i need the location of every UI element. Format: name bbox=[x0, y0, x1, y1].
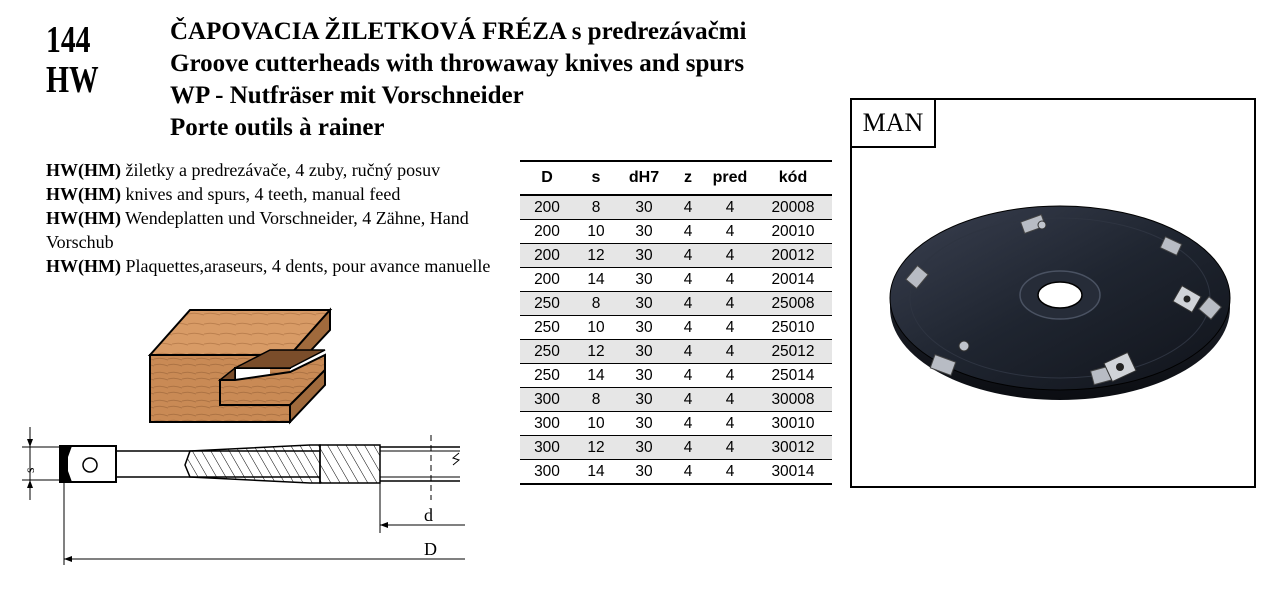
table-cell: 4 bbox=[670, 316, 706, 340]
table-cell: 4 bbox=[706, 412, 754, 436]
table-cell: 14 bbox=[574, 364, 618, 388]
table-cell: 30008 bbox=[754, 388, 832, 412]
table-cell: 30014 bbox=[754, 460, 832, 485]
table-cell: 30 bbox=[618, 268, 670, 292]
table-cell: 4 bbox=[670, 388, 706, 412]
product-code bbox=[46, 20, 99, 100]
label-d: d bbox=[424, 505, 433, 525]
table-cell: 4 bbox=[670, 292, 706, 316]
table-cell: 30 bbox=[618, 340, 670, 364]
table-cell: 250 bbox=[520, 316, 574, 340]
cutterhead-photo bbox=[872, 190, 1242, 430]
title-line bbox=[170, 80, 746, 112]
table-cell: 30 bbox=[618, 316, 670, 340]
product-number: 144 bbox=[46, 19, 91, 61]
table-cell: 4 bbox=[670, 340, 706, 364]
table-cell: 25008 bbox=[754, 292, 832, 316]
description-line bbox=[46, 182, 516, 206]
table-cell: 200 bbox=[520, 195, 574, 220]
table-row bbox=[520, 364, 832, 388]
table-cell: 200 bbox=[520, 244, 574, 268]
table-row bbox=[520, 268, 832, 292]
table-cell: 25010 bbox=[754, 316, 832, 340]
table-cell: 30 bbox=[618, 436, 670, 460]
table-cell: 4 bbox=[706, 316, 754, 340]
product-material: HW bbox=[46, 59, 99, 101]
table-cell: 30 bbox=[618, 460, 670, 485]
table-cell: 4 bbox=[706, 340, 754, 364]
table-row bbox=[520, 460, 832, 485]
table-cell: 20014 bbox=[754, 268, 832, 292]
description-tag: HW(HM) bbox=[46, 208, 121, 228]
table-cell: 4 bbox=[706, 220, 754, 244]
table-row bbox=[520, 244, 832, 268]
table-cell: 300 bbox=[520, 460, 574, 485]
table-cell: 250 bbox=[520, 364, 574, 388]
table-header-cell: kód bbox=[754, 161, 832, 195]
table-cell: 30 bbox=[618, 220, 670, 244]
description-tag: HW(HM) bbox=[46, 160, 121, 180]
table-cell: 10 bbox=[574, 316, 618, 340]
table-cell: 300 bbox=[520, 412, 574, 436]
table-cell: 20010 bbox=[754, 220, 832, 244]
table-cell: 8 bbox=[574, 388, 618, 412]
description-line bbox=[46, 158, 516, 182]
table-cell: 250 bbox=[520, 340, 574, 364]
table-cell: 4 bbox=[706, 460, 754, 485]
table-header-cell: pred bbox=[706, 161, 754, 195]
table-cell: 30 bbox=[618, 292, 670, 316]
title-main: WP - Nutfräser mit Vorschneider bbox=[170, 82, 524, 109]
description-line bbox=[46, 206, 516, 254]
table-cell: 20012 bbox=[754, 244, 832, 268]
title-line bbox=[170, 16, 746, 48]
table-header-cell: s bbox=[574, 161, 618, 195]
table-header-row bbox=[520, 161, 832, 195]
table-cell: 12 bbox=[574, 340, 618, 364]
title-main: Groove cutterheads with throwaway knives and spurs bbox=[170, 50, 745, 77]
table-cell: 20008 bbox=[754, 195, 832, 220]
table-cell: 4 bbox=[670, 364, 706, 388]
table-cell: 30 bbox=[618, 244, 670, 268]
table-header-cell: z bbox=[670, 161, 706, 195]
technical-drawing bbox=[20, 425, 470, 570]
table-cell: 30012 bbox=[754, 436, 832, 460]
description-text: Plaquettes,araseurs, 4 dents, pour avance manuelle bbox=[120, 256, 491, 276]
title-suffix: s predrezávačmi bbox=[565, 18, 747, 45]
table-cell: 4 bbox=[670, 195, 706, 220]
table-cell: 200 bbox=[520, 220, 574, 244]
table-cell: 4 bbox=[670, 220, 706, 244]
table-cell: 4 bbox=[670, 244, 706, 268]
description-block bbox=[46, 158, 516, 278]
table-cell: 25014 bbox=[754, 364, 832, 388]
description-text: knives and spurs, 4 teeth, manual feed bbox=[120, 184, 401, 204]
table-cell: 30 bbox=[618, 195, 670, 220]
table-row bbox=[520, 220, 832, 244]
table-row bbox=[520, 388, 832, 412]
table-cell: 10 bbox=[574, 220, 618, 244]
table-cell: 8 bbox=[574, 195, 618, 220]
table-cell: 14 bbox=[574, 460, 618, 485]
table-cell: 300 bbox=[520, 436, 574, 460]
title-block bbox=[170, 16, 746, 144]
table-cell: 4 bbox=[706, 364, 754, 388]
table-cell: 12 bbox=[574, 436, 618, 460]
table-cell: 4 bbox=[706, 436, 754, 460]
description-tag: HW(HM) bbox=[46, 256, 121, 276]
table-cell: 250 bbox=[520, 292, 574, 316]
table-row bbox=[520, 436, 832, 460]
table-cell: 200 bbox=[520, 268, 574, 292]
table-cell: 4 bbox=[706, 268, 754, 292]
title-main: ČAPOVACIA ŽILETKOVÁ FRÉZA bbox=[170, 18, 566, 45]
table-cell: 4 bbox=[670, 436, 706, 460]
table-cell: 4 bbox=[670, 268, 706, 292]
table-cell: 30010 bbox=[754, 412, 832, 436]
table-cell: 30 bbox=[618, 388, 670, 412]
table-row bbox=[520, 195, 832, 220]
title-line bbox=[170, 112, 746, 144]
title-main: Porte outils à rainer bbox=[170, 114, 385, 141]
table-cell: 25012 bbox=[754, 340, 832, 364]
table-cell: 12 bbox=[574, 244, 618, 268]
table-cell: 4 bbox=[706, 388, 754, 412]
table-header-cell: D bbox=[520, 161, 574, 195]
table-cell: 4 bbox=[706, 244, 754, 268]
table-row bbox=[520, 412, 832, 436]
label-s: s bbox=[23, 467, 38, 473]
table-row bbox=[520, 340, 832, 364]
title-line bbox=[170, 48, 746, 80]
description-text: Wendeplatten und Vorschneider, 4 Zähne, Hand Vorschub bbox=[46, 208, 469, 252]
man-label: MAN bbox=[852, 100, 936, 148]
groove-joint-illustration bbox=[140, 300, 340, 430]
description-tag: HW(HM) bbox=[46, 184, 121, 204]
table-row bbox=[520, 292, 832, 316]
description-line bbox=[46, 254, 516, 278]
table-cell: 30 bbox=[618, 364, 670, 388]
spec-table bbox=[520, 160, 832, 485]
table-cell: 4 bbox=[706, 292, 754, 316]
table-cell: 10 bbox=[574, 412, 618, 436]
table-cell: 4 bbox=[670, 412, 706, 436]
table-cell: 30 bbox=[618, 412, 670, 436]
table-cell: 8 bbox=[574, 292, 618, 316]
table-row bbox=[520, 316, 832, 340]
label-D: D bbox=[424, 539, 437, 559]
table-cell: 14 bbox=[574, 268, 618, 292]
table-cell: 4 bbox=[670, 460, 706, 485]
description-text: žiletky a predrezávače, 4 zuby, ručný posuv bbox=[120, 160, 441, 180]
product-photo-box bbox=[850, 98, 1256, 488]
table-header-cell: dH7 bbox=[618, 161, 670, 195]
table-cell: 300 bbox=[520, 388, 574, 412]
table-cell: 4 bbox=[706, 195, 754, 220]
